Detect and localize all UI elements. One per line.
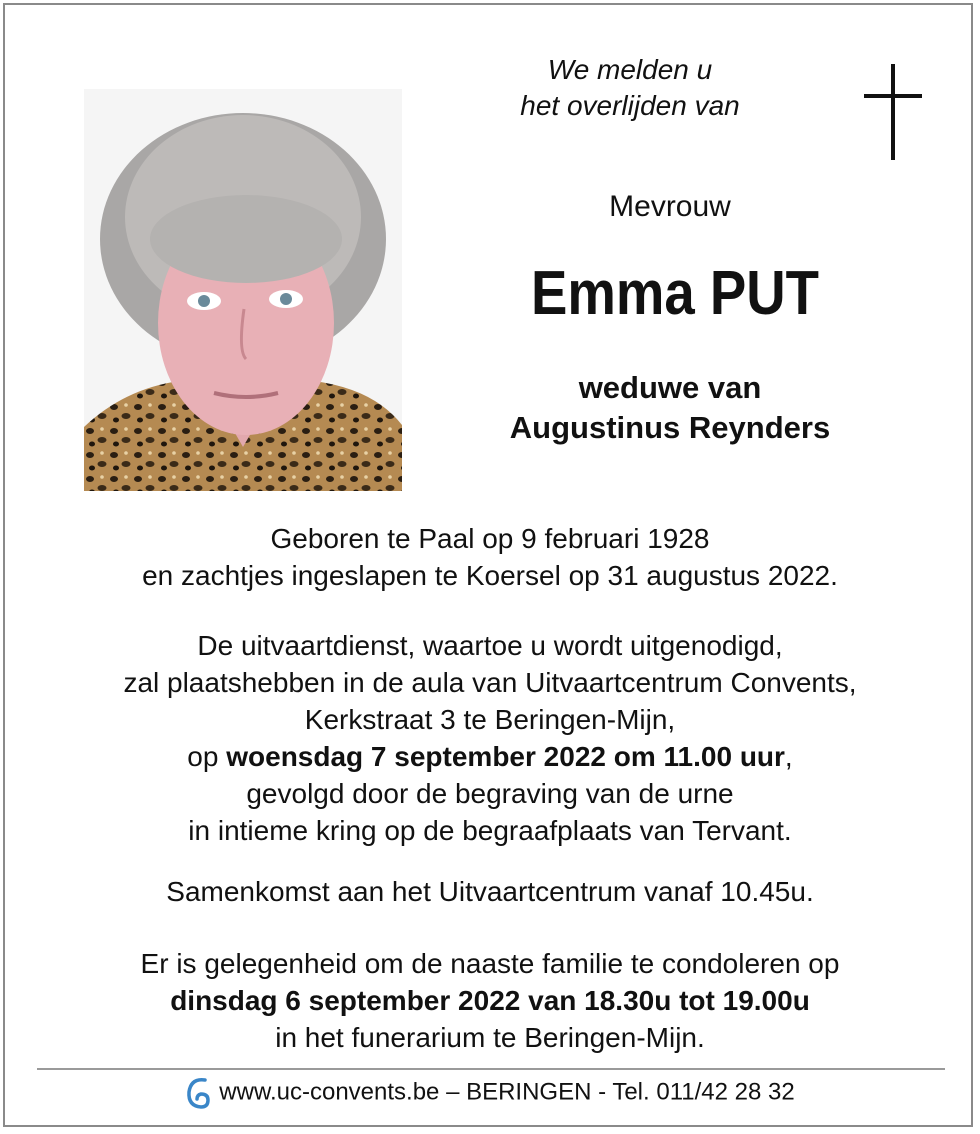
service-line-3: Kerkstraat 3 te Beringen-Mijn, xyxy=(304,704,676,735)
service-info xyxy=(0,627,980,849)
footer xyxy=(0,1076,980,1110)
relation-line-1: weduwe van xyxy=(578,370,762,405)
service-line-1: De uitvaartdienst, waartoe u wordt uitgenodigd, xyxy=(197,630,783,661)
condolence-info xyxy=(0,945,980,1056)
honorific: Mevrouw xyxy=(609,190,731,223)
announcement-intro xyxy=(470,52,790,124)
service-date-prefix: op xyxy=(187,741,227,772)
deceased-name: Emma PUT xyxy=(530,259,820,328)
gathering-info xyxy=(0,873,980,910)
service-line-5: gevolgd door de begraving van de urne xyxy=(246,778,734,809)
intro-line-1: We melden u xyxy=(547,54,713,85)
cross-icon xyxy=(864,64,922,160)
birth-line: Geboren te Paal op 9 februari 1928 xyxy=(270,523,710,554)
relation xyxy=(450,368,890,448)
condolence-line-3: in het funerarium te Beringen-Mijn. xyxy=(275,1022,705,1053)
portrait-photo xyxy=(84,89,402,491)
gathering-line: Samenkomst aan het Uitvaartcentrum vanaf 10.45u. xyxy=(166,876,814,907)
service-datetime: woensdag 7 september 2022 om 11.00 uur xyxy=(226,741,785,772)
portrait-illustration xyxy=(84,89,402,491)
footer-divider xyxy=(37,1068,945,1070)
service-line-2: zal plaatshebben in de aula van Uitvaartcentrum Convents, xyxy=(123,667,857,698)
intro-line-2: het overlijden van xyxy=(520,90,740,121)
condolence-datetime: dinsdag 6 september 2022 van 18.30u tot 19.00u xyxy=(170,985,810,1016)
service-line-6: in intieme kring op de begraafplaats van Tervant. xyxy=(188,815,792,846)
uc-convents-logo-icon xyxy=(185,1076,211,1110)
relation-line-2: Augustinus Reynders xyxy=(509,410,831,445)
footer-contact: www.uc-convents.be – BERINGEN - Tel. 011/42 28 32 xyxy=(219,1078,795,1106)
death-line: en zachtjes ingeslapen te Koersel op 31 augustus 2022. xyxy=(142,560,838,591)
service-datetime-line xyxy=(0,738,980,775)
service-date-suffix: , xyxy=(784,741,793,772)
birth-death-info xyxy=(0,520,980,594)
condolence-line-1: Er is gelegenheid om de naaste familie te condoleren op xyxy=(140,948,840,979)
